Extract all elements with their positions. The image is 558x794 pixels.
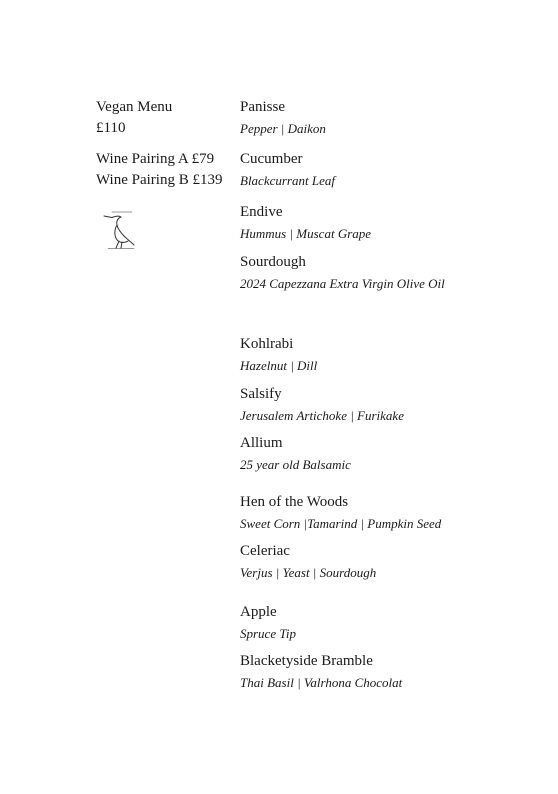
course-description: Verjus | Yeast | Sourdough [240, 565, 377, 580]
menu-price: £110 [96, 120, 126, 136]
course-name: Cucumber [240, 151, 303, 167]
course-description: Sweet Corn |Tamarind | Pumpkin Seed [240, 516, 442, 531]
course-item [240, 335, 540, 375]
course-description: Spruce Tip [240, 626, 296, 641]
course-name: Salsify [240, 386, 282, 402]
course-name: Apple [240, 604, 277, 620]
course-item [240, 434, 540, 474]
course-name: Kohlrabi [240, 336, 294, 352]
course-name: Allium [240, 435, 283, 451]
course-description: Hazelnut | Dill [240, 358, 318, 373]
wine-pairing-a: Wine Pairing A £79 [96, 151, 215, 167]
course-name: Blacketyside Bramble [240, 653, 373, 669]
course-item [240, 652, 540, 692]
course-name: Hen of the Woods [240, 494, 349, 510]
course-item [240, 203, 540, 243]
course-description: 2024 Capezzana Extra Virgin Olive Oil [240, 276, 445, 291]
course-description: 25 year old Balsamic [240, 457, 351, 472]
course-description: Pepper | Daikon [240, 121, 326, 136]
course-name: Panisse [240, 99, 285, 115]
course-description: Hummus | Muscat Grape [240, 226, 372, 241]
heron-icon [100, 210, 138, 250]
course-item [240, 150, 540, 190]
course-item [240, 98, 540, 138]
course-item [240, 542, 540, 582]
menu-name: Vegan Menu [96, 99, 173, 115]
course-name: Endive [240, 204, 283, 220]
course-description: Thai Basil | Valrhona Chocolat [240, 675, 403, 690]
course-item [240, 493, 540, 533]
course-item [240, 385, 540, 425]
course-item [240, 603, 540, 643]
course-name: Sourdough [240, 254, 306, 270]
course-description: Jerusalem Artichoke | Furikake [240, 408, 404, 423]
menu-info [96, 97, 236, 191]
course-item [240, 253, 540, 293]
course-description: Blackcurrant Leaf [240, 173, 335, 188]
course-name: Celeriac [240, 543, 290, 559]
wine-pairing-b: Wine Pairing B £139 [96, 172, 223, 188]
